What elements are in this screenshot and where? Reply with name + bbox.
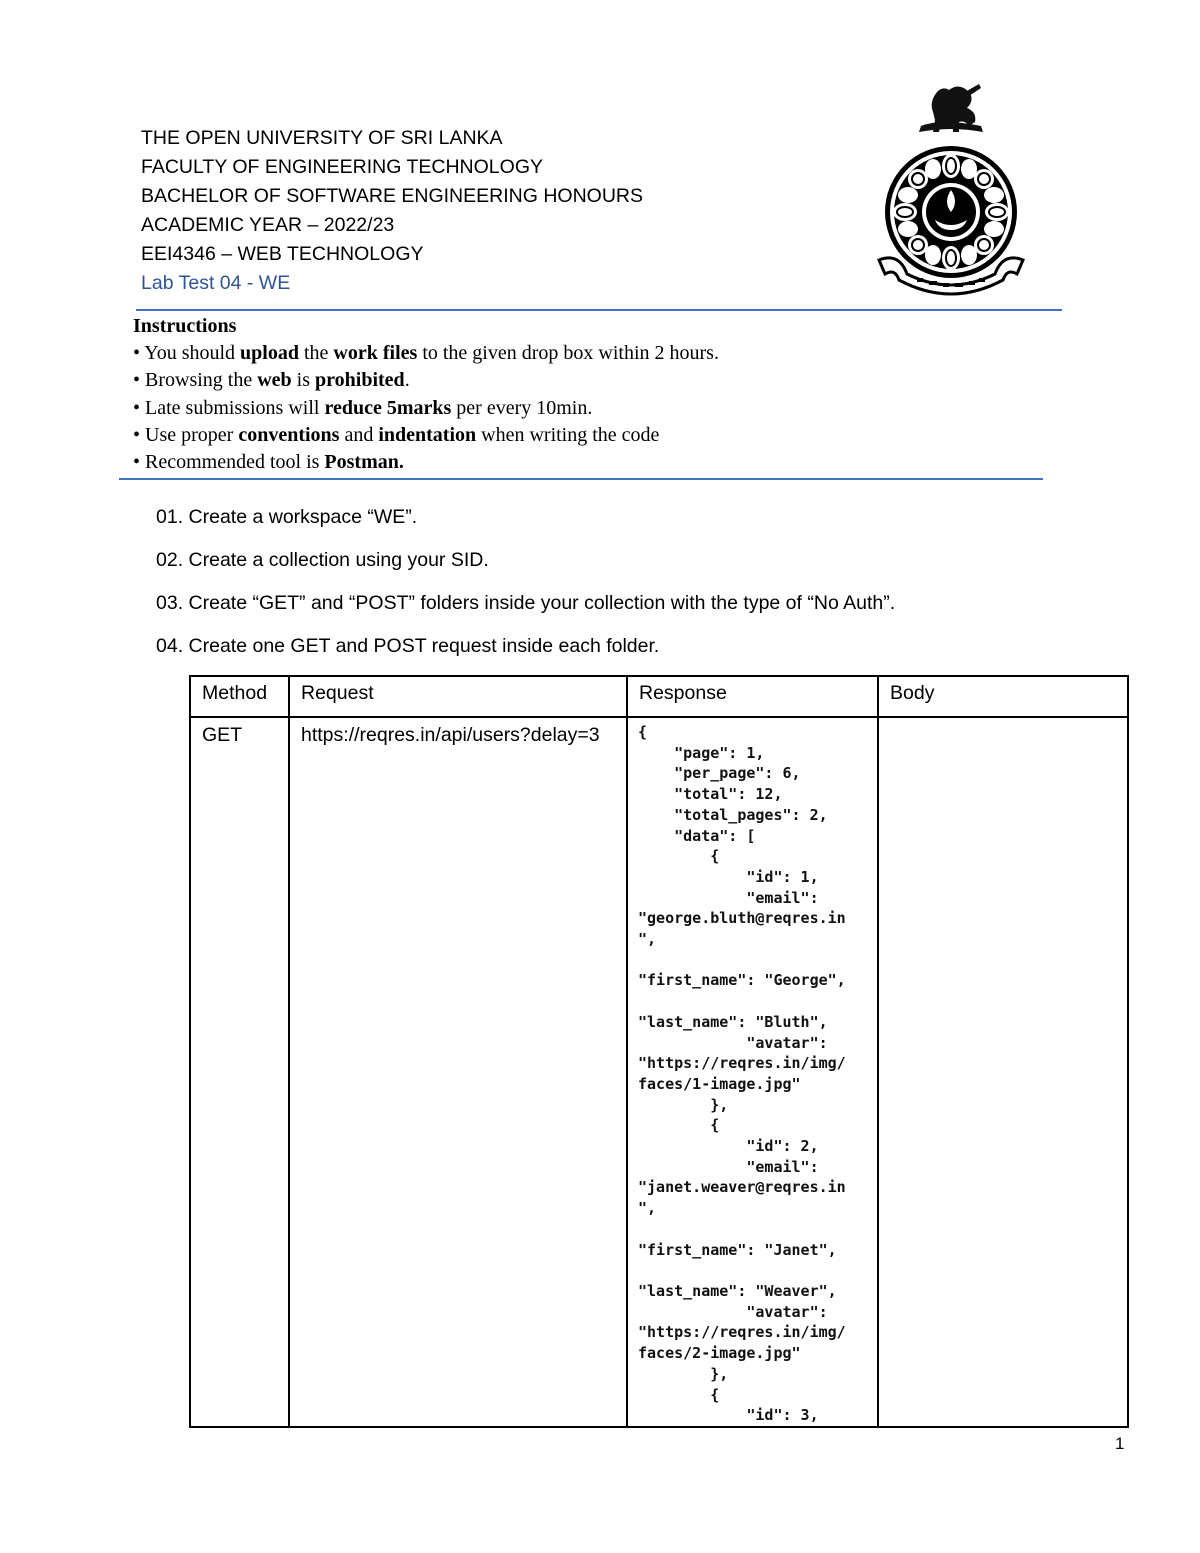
column-header-response: Response <box>627 676 878 717</box>
instruction-emphasis: conventions <box>238 423 340 446</box>
document-header <box>141 124 643 298</box>
instruction-text: and <box>339 423 379 446</box>
lab-title: Lab Test 04 - WE <box>141 272 291 294</box>
course-title: EEI4346 – WEB TECHNOLOGY <box>141 243 424 265</box>
instruction-text: • Recommended tool is <box>133 451 325 474</box>
method-cell: GET <box>190 717 289 1427</box>
instruction-text: is <box>291 369 316 392</box>
instructions-title: Instructions <box>133 315 237 337</box>
instruction-item <box>133 340 719 367</box>
instruction-emphasis: work files <box>333 342 418 365</box>
header-divider <box>136 309 1062 311</box>
table-header-row <box>190 676 1128 717</box>
instructions-section <box>133 313 719 476</box>
response-cell <box>627 717 878 1427</box>
instruction-emphasis: indentation <box>378 423 477 446</box>
instruction-item <box>133 449 719 476</box>
column-header-method: Method <box>190 676 289 717</box>
instruction-text: • You should <box>133 342 241 365</box>
column-header-request: Request <box>289 676 627 717</box>
instruction-text: the <box>298 342 334 365</box>
task-item: 04. Create one GET and POST request inside each folder. <box>156 635 660 657</box>
task-item: 02. Create a collection using your SID. <box>156 549 489 571</box>
instruction-emphasis: upload <box>240 342 299 365</box>
table-row <box>190 717 1128 1427</box>
instruction-text: per every 10min. <box>451 396 593 419</box>
instruction-item <box>133 367 719 394</box>
instruction-emphasis: web <box>257 369 292 392</box>
instruction-text: • Browsing the <box>133 369 258 392</box>
instruction-text: to the given drop box within 2 hours. <box>417 342 719 365</box>
instruction-emphasis: Postman. <box>324 451 404 474</box>
response-json: { "page": 1, "per_page": 6, "total": 12, "total_pages": 2, "data": [ { "id": 1, "email": "george.bluth@reqres.in ", "first_name": "George", "last_name": "Bluth", "avatar": "https://reqres.in/img/ faces/1-image.jpg" }, { "id": 2, "email": "janet.weaver@reqres.in ", "first_name": "Janet", "last_name": "Weaver", "avatar": "https://reqres.in/img/ faces/2-image.jpg" }, { "id": 3, <box>638 723 846 1425</box>
instruction-text: • Late submissions will <box>133 396 325 419</box>
university-name: THE OPEN UNIVERSITY OF SRI LANKA <box>141 127 503 149</box>
task-item: 03. Create “GET” and “POST” folders inside your collection with the type of “No Auth”. <box>156 592 896 614</box>
request-table <box>189 675 1129 1428</box>
request-url-cell: https://reqres.in/api/users?delay=3 <box>289 717 627 1427</box>
degree-name: BACHELOR OF SOFTWARE ENGINEERING HONOURS <box>141 185 643 207</box>
instruction-text: . <box>404 369 410 392</box>
task-item: 01. Create a workspace “WE”. <box>156 506 418 528</box>
page-number: 1 <box>1115 1434 1125 1453</box>
instructions-list <box>133 340 719 476</box>
instruction-item <box>133 422 719 449</box>
instruction-emphasis: prohibited <box>315 369 405 392</box>
body-cell <box>878 717 1128 1427</box>
university-crest-icon <box>873 82 1029 304</box>
academic-year: ACADEMIC YEAR – 2022/23 <box>141 214 395 236</box>
instructions-divider <box>119 478 1043 480</box>
faculty-name: FACULTY OF ENGINEERING TECHNOLOGY <box>141 156 543 178</box>
instruction-text: • Use proper <box>133 423 239 446</box>
column-header-body: Body <box>878 676 1128 717</box>
instruction-item <box>133 395 719 422</box>
instruction-emphasis: reduce 5marks <box>324 396 452 419</box>
instruction-text: when writing the code <box>476 423 660 446</box>
